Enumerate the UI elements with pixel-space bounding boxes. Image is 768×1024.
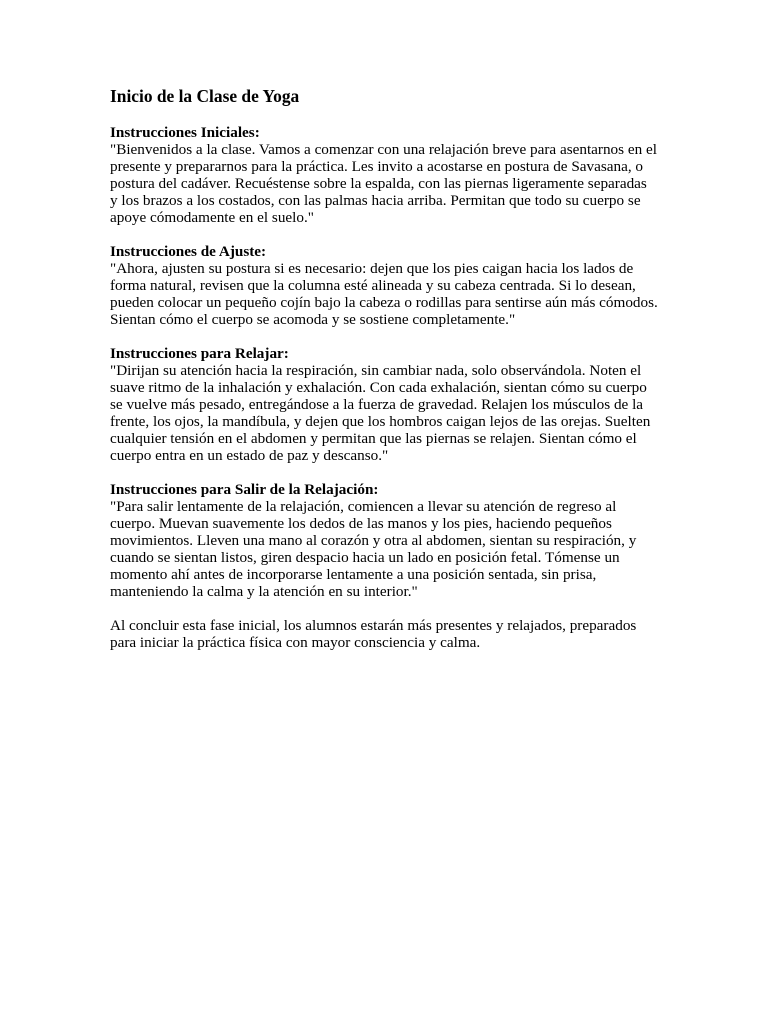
section-heading: Instrucciones para Relajar: [110, 345, 289, 362]
document-page [110, 86, 658, 651]
section-initial-instructions [110, 124, 658, 226]
section-heading: Instrucciones para Salir de la Relajación: [110, 481, 379, 498]
section-body: "Para salir lentamente de la relajación, comiencen a llevar su atención de regreso al cuerpo. Muevan suavemente los dedos de las manos y los pies, haciendo pequeños movimientos. Lleven una mano al corazón y otra al abdomen, sientan su respiración, y cuando se sientan listos, giren despacio hacia un lado en posición fetal. Tómense un momento ahí antes de incorporarse lentamente a una posición sentada, sin prisa, manteniendo la calma y la atención en su interior." [110, 498, 637, 600]
section-heading: Instrucciones de Ajuste: [110, 243, 267, 260]
document-title: Inicio de la Clase de Yoga [110, 86, 300, 106]
section-body: "Bienvenidos a la clase. Vamos a comenzar con una relajación breve para asentarnos en el presente y prepararnos para la práctica. Les invito a acostarse en postura de Savasana, o postura del cadáver. Recuéstense sobre la espalda, con las piernas ligeramente separadas y los brazos a los costados, con las palmas hacia arriba. Permitan que todo su cuerpo se apoye cómodamente en el suelo." [110, 141, 657, 226]
section-body: "Ahora, ajusten su postura si es necesario: dejen que los pies caigan hacia los lados de forma natural, revisen que la columna esté alineada y su cabeza centrada. Si lo desean, pueden colocar un pequeño cojín bajo la cabeza o rodillas para sentirse aún más cómodos. Sientan cómo el cuerpo se acomoda y se sostiene completamente." [110, 260, 658, 328]
closing-paragraph: Al concluir esta fase inicial, los alumnos estarán más presentes y relajados, preparados para iniciar la práctica física con mayor consciencia y calma. [110, 617, 637, 651]
section-body: "Dirijan su atención hacia la respiración, sin cambiar nada, solo observándola. Noten el suave ritmo de la inhalación y exhalación. Con cada exhalación, sientan cómo su cuerpo se vuelve más pesado, entregándose a la fuerza de gravedad. Relajen los músculos de la frente, los ojos, la mandíbula, y dejen que los hombros caigan lejos de las orejas. Suelten cualquier tensión en el abdomen y permitan que las piernas se relajen. Sientan cómo el cuerpo entra en un estado de paz y descanso." [110, 362, 651, 464]
section-exit-instructions [110, 481, 658, 600]
section-relax-instructions [110, 345, 658, 464]
section-adjustment-instructions [110, 243, 658, 328]
section-heading: Instrucciones Iniciales: [110, 124, 260, 141]
